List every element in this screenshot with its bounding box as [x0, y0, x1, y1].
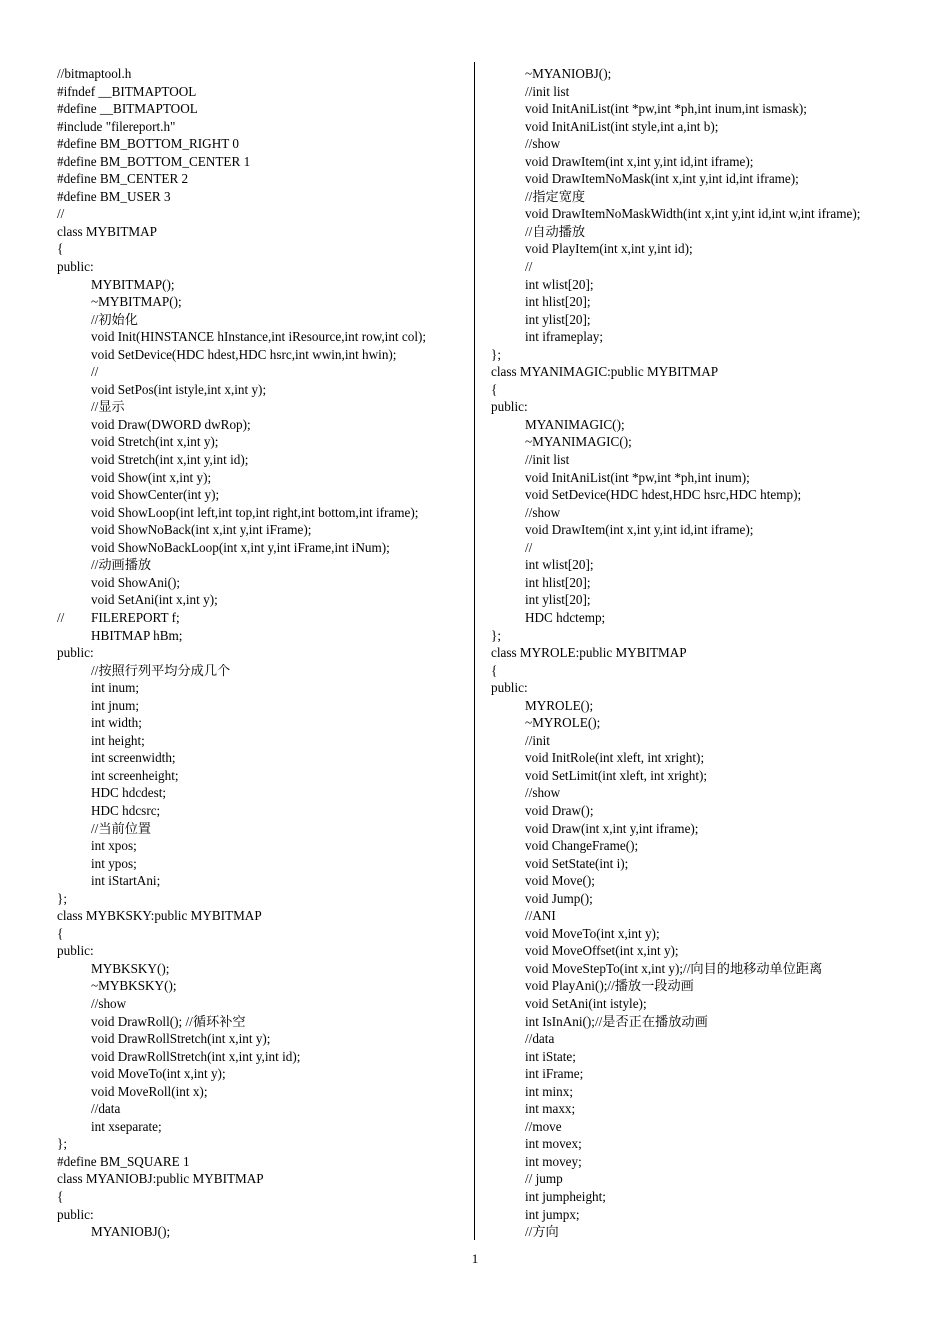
code-line: int movex; [525, 1136, 582, 1152]
code-line: }; [491, 627, 501, 643]
code-line: int wlist[20]; [525, 276, 594, 292]
code-line: void ShowAni(); [91, 574, 181, 590]
code-line: int xpos; [91, 838, 137, 854]
code-line: int jnum; [91, 697, 139, 713]
code-line: { [57, 1189, 64, 1204]
code-line: //move [525, 1118, 562, 1134]
code-line: void SetPos(int istyle,int x,int y); [91, 381, 267, 397]
code-line: int screenwidth; [91, 750, 176, 766]
code-line: #define BM_BOTTOM_RIGHT 0 [57, 136, 239, 152]
code-line: //显示 [91, 399, 125, 415]
code-line: class MYANIOBJ:public MYBITMAP [57, 1171, 264, 1187]
code-line: void DrawRollStretch(int x,int y); [91, 1031, 271, 1047]
code-line: void InitRole(int xleft, int xright); [525, 750, 705, 766]
code-line: void Stretch(int x,int y); [91, 434, 219, 450]
code-line: #define __BITMAPTOOL [57, 101, 198, 117]
code-line: //show [525, 504, 561, 520]
code-line: //初始化 [91, 311, 138, 327]
code-line: ~MYANIOBJ(); [525, 66, 612, 81]
code-line: }; [57, 890, 67, 906]
code-line: void MoveStepTo(int x,int y);//向目的地移动单位距离 [525, 960, 823, 976]
code-line: int ylist[20]; [525, 592, 591, 608]
code-line: void MoveRoll(int x); [91, 1083, 208, 1099]
code-line: //data [91, 1101, 121, 1117]
code-line: void PlayItem(int x,int y,int id); [525, 241, 693, 257]
code-line: //data [525, 1031, 555, 1047]
code-line: void InitAniList(int *pw,int *ph,int inum,int ismask); [525, 101, 807, 117]
code-line: int iState; [525, 1048, 576, 1064]
code-line: int jumpheight; [525, 1189, 606, 1204]
code-line: int jumpx; [525, 1206, 580, 1222]
code-line: int IsInAni();//是否正在播放动画 [525, 1013, 708, 1029]
code-line: void MoveTo(int x,int y); [525, 925, 660, 941]
code-line: public: [57, 1206, 94, 1222]
code-line: void ShowNoBackLoop(int x,int y,int iFrame,int iNum); [91, 539, 390, 555]
code-line: int wlist[20]; [525, 557, 594, 573]
code-line: // [525, 539, 533, 555]
code-line: class MYANIMAGIC:public MYBITMAP [491, 364, 719, 380]
code-line: { [491, 662, 498, 678]
code-line: int height; [91, 732, 145, 748]
code-line: HDC hdcsrc; [91, 802, 161, 818]
code-line: void Draw(int x,int y,int iframe); [525, 820, 699, 836]
code-line: //按照行列平均分成几个 [91, 662, 231, 678]
code-line: MYBITMAP(); [91, 276, 175, 292]
code-line: void PlayAni();//播放一段动画 [525, 978, 694, 994]
code-line: MYANIMAGIC(); [525, 416, 625, 432]
code-line: void SetState(int i); [525, 855, 629, 871]
code-line: // FILEREPORT f; [57, 609, 180, 625]
code-line: void Jump(); [525, 890, 593, 906]
code-line: ~MYANIMAGIC(); [525, 434, 632, 450]
code-line: ~MYBITMAP(); [91, 294, 182, 310]
code-line: int iStartAni; [91, 873, 161, 889]
code-line: //指定宽度 [525, 188, 586, 204]
code-line: //init list [525, 452, 570, 468]
code-line: ~MYROLE(); [525, 715, 601, 731]
code-line: void Init(HINSTANCE hInstance,int iResource,int row,int col); [91, 329, 427, 345]
code-line: void SetDevice(HDC hdest,HDC hsrc,HDC htemp); [525, 487, 802, 503]
code-line: // jump [525, 1171, 563, 1187]
code-line: int hlist[20]; [525, 294, 591, 310]
code-line: void DrawItemNoMaskWidth(int x,int y,int id,int w,int iframe); [525, 206, 861, 222]
code-line: //方向 [525, 1224, 559, 1240]
code-line: MYBKSKY(); [91, 960, 170, 976]
code-line: //bitmaptool.h [57, 66, 132, 81]
code-line: #include "filereport.h" [57, 118, 176, 134]
code-line: public: [57, 645, 94, 661]
code-line: { [57, 241, 64, 257]
code-line: int minx; [525, 1083, 573, 1099]
code-line: //init [525, 732, 550, 748]
code-line: HBITMAP hBm; [91, 627, 183, 643]
code-line: public: [491, 680, 528, 696]
code-line: // [91, 364, 99, 380]
code-line: class MYBKSKY:public MYBITMAP [57, 908, 262, 924]
code-line: int ypos; [91, 855, 137, 871]
code-line: int ylist[20]; [525, 311, 591, 327]
code-line: int screenheight; [91, 767, 179, 783]
code-line: //自动播放 [525, 223, 586, 239]
code-line: void ShowNoBack(int x,int y,int iFrame); [91, 522, 312, 538]
column-divider [474, 62, 475, 1240]
code-line: void SetAni(int x,int y); [91, 592, 218, 608]
code-line: void Stretch(int x,int y,int id); [91, 452, 249, 468]
code-line: HDC hdctemp; [525, 609, 606, 625]
code-line: void ChangeFrame(); [525, 838, 639, 854]
code-line: // [525, 259, 533, 275]
code-line: #define BM_USER 3 [57, 188, 171, 204]
page-number: 1 [471, 1251, 479, 1266]
code-column-left [57, 65, 467, 1241]
code-line: public: [57, 943, 94, 959]
code-line: //show [525, 785, 561, 801]
code-line: { [57, 925, 64, 941]
code-line: #define BM_SQUARE 1 [57, 1153, 190, 1169]
code-line: int iFrame; [525, 1066, 584, 1082]
code-line: //ANI [525, 908, 556, 924]
code-line: void Show(int x,int y); [91, 469, 212, 485]
code-line: void Draw(); [525, 802, 594, 818]
code-line: void SetAni(int istyle); [525, 995, 647, 1011]
code-line: //show [525, 136, 561, 152]
code-line: int movey; [525, 1153, 582, 1169]
code-line: int maxx; [525, 1101, 576, 1117]
code-line: //show [91, 995, 127, 1011]
code-line: ~MYBKSKY(); [91, 978, 177, 994]
code-line: //当前位置 [91, 820, 152, 836]
code-line: void DrawItemNoMask(int x,int y,int id,int iframe); [525, 171, 799, 187]
code-line: void MoveOffset(int x,int y); [525, 943, 679, 959]
code-line: void SetDevice(HDC hdest,HDC hsrc,int wwin,int hwin); [91, 346, 397, 362]
code-line: }; [491, 346, 501, 362]
code-line: #define BM_BOTTOM_CENTER 1 [57, 153, 251, 169]
code-line: #define BM_CENTER 2 [57, 171, 189, 187]
code-line: void MoveTo(int x,int y); [91, 1066, 226, 1082]
code-line: //动画播放 [91, 557, 152, 573]
code-line: }; [57, 1136, 67, 1152]
code-line: HDC hdcdest; [91, 785, 167, 801]
code-line: class MYROLE:public MYBITMAP [491, 645, 687, 661]
code-line: int hlist[20]; [525, 574, 591, 590]
code-line: void SetLimit(int xleft, int xright); [525, 767, 708, 783]
code-column-right [491, 65, 941, 1241]
code-line: MYANIOBJ(); [91, 1224, 171, 1240]
code-line: void InitAniList(int *pw,int *ph,int inum); [525, 469, 750, 485]
code-line: int xseparate; [91, 1118, 162, 1134]
code-line: void DrawItem(int x,int y,int id,int iframe); [525, 522, 754, 538]
code-line: void DrawItem(int x,int y,int id,int iframe); [525, 153, 754, 169]
code-line: // [57, 206, 65, 222]
code-line: void Draw(DWORD dwRop); [91, 416, 251, 432]
code-line: int inum; [91, 680, 139, 696]
code-line: void ShowLoop(int left,int top,int right,int bottom,int iframe); [91, 504, 419, 520]
code-line: MYROLE(); [525, 697, 594, 713]
code-line: { [491, 381, 498, 397]
code-line: void DrawRollStretch(int x,int y,int id); [91, 1048, 301, 1064]
code-line: class MYBITMAP [57, 223, 158, 239]
code-line: #ifndef __BITMAPTOOL [57, 83, 197, 99]
code-line: int iframeplay; [525, 329, 603, 345]
code-line: public: [57, 259, 94, 275]
code-line: void DrawRoll(); //循环补空 [91, 1013, 246, 1029]
code-line: void InitAniList(int style,int a,int b); [525, 118, 719, 134]
code-line: int width; [91, 715, 142, 731]
code-line: public: [491, 399, 528, 415]
code-line: //init list [525, 83, 570, 99]
code-line: void Move(); [525, 873, 595, 889]
code-line: void ShowCenter(int y); [91, 487, 220, 503]
